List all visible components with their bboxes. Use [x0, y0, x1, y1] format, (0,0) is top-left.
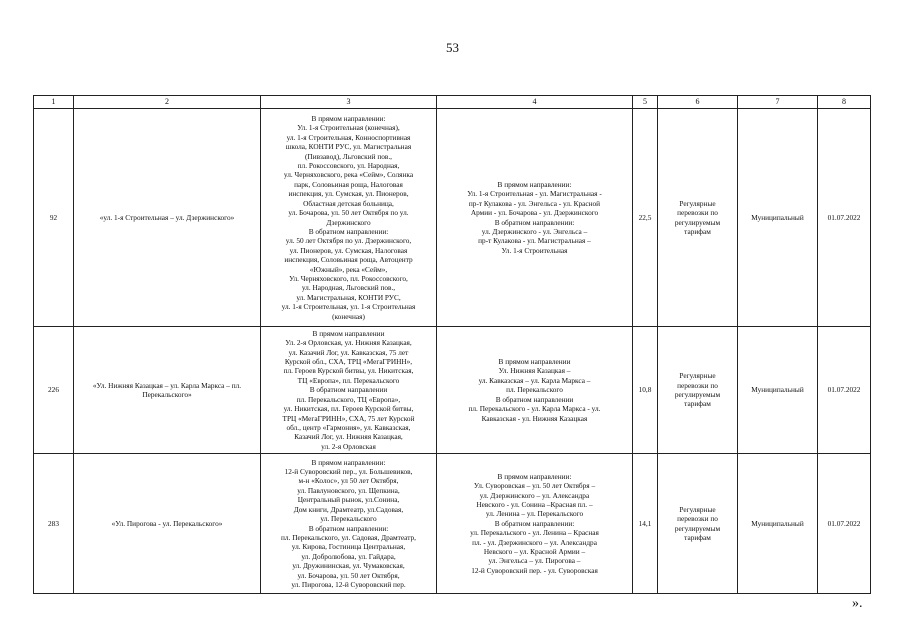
- cell-line: ул. Пионеров, ул. Сумская, Налоговая: [289, 245, 408, 255]
- cell-line: Регулярные: [679, 371, 716, 381]
- route-date: 01.07.2022: [818, 109, 871, 327]
- cell-line: ул. Кирова, Гостиница Центральная,: [291, 542, 406, 552]
- cell-line: ул. Перекальского - ул. Ленина – Красная: [470, 528, 599, 538]
- cell-line: ул. Перекальского: [320, 514, 377, 524]
- cell-line: Областная детская больница,: [303, 198, 394, 208]
- column-header: 2: [74, 96, 261, 109]
- cell-line: Регулярные: [679, 504, 716, 514]
- cell-line: ул. Энгельса – ул. Пирогова –: [488, 556, 581, 566]
- route-name: «Ул. Нижняя Казацкая – ул. Карла Маркса – пл. Перекальского»: [74, 327, 261, 454]
- cell-line: В обратном направлении:: [308, 523, 389, 533]
- route-number: 283: [34, 454, 74, 594]
- cell-line: (конечная): [332, 311, 365, 321]
- route-length: 22,5: [633, 109, 658, 327]
- cell-line: ул. 1-я Строительная, ул. 1-я Строительная: [281, 302, 416, 312]
- table-row: [34, 109, 871, 327]
- cell-line: ул. Павлуновского, ул. Щепкина,: [297, 485, 400, 495]
- cell-line: Ул. 1-я Строительная: [501, 245, 568, 255]
- cell-line: школа, КОНТИ РУС, ул. Магистральная: [285, 142, 412, 152]
- cell-line: пл. Перекальского: [506, 385, 563, 395]
- cell-line: регулируемым: [674, 523, 721, 533]
- cell-line: В обратном направлении: [495, 394, 574, 404]
- cell-line: Центральный рынок, ул.Сонина,: [297, 495, 400, 505]
- cell-line: «Южный», река «Сейм»,: [309, 264, 388, 274]
- cell-line: ул. Магистральная, КОНТИ РУС,: [296, 292, 401, 302]
- cell-line: Курской обл., СХА, ТРЦ «МегаГРИНН»,: [284, 357, 413, 367]
- header-row: [34, 96, 871, 109]
- column-header: 1: [34, 96, 74, 109]
- cell-line: перевозки по: [677, 380, 718, 390]
- route-date: 01.07.2022: [818, 327, 871, 454]
- cell-line: В обратном направлении:: [308, 226, 389, 236]
- route-number: 226: [34, 327, 74, 454]
- cell-line: ТЦ «Европа», пл. Перекальского: [297, 375, 400, 385]
- route-stops: [261, 327, 437, 454]
- route-path: [437, 109, 633, 327]
- route-name: «Ул. Пирогова - ул. Перекальского»: [74, 454, 261, 594]
- cell-line: В обратном направлении: [309, 385, 388, 395]
- cell-line: пл. Героев Курской битвы, ул. Никитская,: [283, 366, 414, 376]
- cell-line: Ул. 1-я Строительная - ул. Магистральная -: [467, 189, 602, 199]
- column-header: 3: [261, 96, 437, 109]
- cell-line: ул. Добролюбова, ул. Гайдара,: [301, 551, 396, 561]
- table-row: [34, 454, 871, 594]
- cell-line: Невского - ул. Сонина –Красная пл. –: [476, 499, 593, 509]
- cell-line: инспекция, Соловьиная роща, Автоцентр: [284, 255, 413, 265]
- route-path: [437, 454, 633, 594]
- cell-line: пр-т Кулакова - ул. Магистральная –: [478, 236, 591, 246]
- cell-line: ул. Бочарова, ул. 50 лет Октября по ул.: [288, 208, 409, 218]
- route-stops: [261, 109, 437, 327]
- cell-line: В прямом направлении:: [497, 471, 572, 481]
- cell-line: тарифам: [684, 532, 711, 542]
- cell-line: Невского – ул. Красной Армии –: [483, 547, 586, 557]
- route-transport-type: [658, 109, 738, 327]
- cell-line: Армии - ул. Бочарова - ул. Дзержинского: [470, 208, 599, 218]
- cell-line: Ул. Суворовская – ул. 50 лет Октября –: [473, 481, 596, 491]
- column-header: 4: [437, 96, 633, 109]
- cell-line: Ул. Нижняя Казацкая –: [498, 366, 571, 376]
- cell-line: пл. Перекальского, ул. Садовая, Драмтеатр,: [281, 532, 416, 542]
- cell-line: парк, Соловьиная роща, Налоговая: [294, 179, 403, 189]
- cell-line: ул. Никитская, пл. Героев Курской битвы,: [283, 404, 414, 414]
- cell-line: ул. 1-я Строительная, Конноспортивная: [286, 132, 411, 142]
- route-number: 92: [34, 109, 74, 327]
- cell-line: м-н «Колос», ул 50 лет Октября,: [298, 476, 399, 486]
- cell-line: Кавказская - ул. Нижняя Казацкая: [481, 413, 588, 423]
- column-header: 7: [738, 96, 818, 109]
- route-path: [437, 327, 633, 454]
- cell-line: ул. 50 лет Октября по ул. Дзержинского,: [285, 236, 412, 246]
- cell-line: Казачий Лог, ул. Нижняя Казацкая,: [294, 432, 403, 442]
- cell-line: перевозки по: [677, 514, 718, 524]
- cell-line: ул. 2-я Орловская: [321, 441, 376, 451]
- cell-line: 12-й Суворовский пер. - ул. Суворовская: [471, 565, 598, 575]
- route-kind: Муниципальный: [738, 327, 818, 454]
- closing-quote-mark: ».: [852, 596, 863, 611]
- route-kind: Муниципальный: [738, 454, 818, 594]
- column-header: 8: [818, 96, 871, 109]
- route-transport-type: [658, 454, 738, 594]
- table-row: [34, 327, 871, 454]
- route-kind: Муниципальный: [738, 109, 818, 327]
- cell-line: перевозки по: [677, 208, 718, 218]
- cell-line: 12-й Суворовский пер., ул. Большевиков,: [284, 467, 413, 477]
- route-length: 14,1: [633, 454, 658, 594]
- cell-line: В обратном направлении:: [494, 518, 575, 528]
- cell-line: регулируемым: [674, 390, 721, 399]
- cell-line: В прямом направлении: [312, 328, 385, 338]
- column-header: 5: [633, 96, 658, 109]
- cell-line: Дзержинского: [326, 217, 371, 227]
- cell-line: пл. Перекальского, ТЦ «Европа»,: [296, 394, 401, 404]
- cell-line: обл., центр «Гармония», ул. Кавказская,: [286, 422, 411, 432]
- route-length: 10,8: [633, 327, 658, 454]
- cell-line: пр-т Кулакова - ул. Энгельса - ул. Красной: [468, 198, 601, 208]
- column-header: 6: [658, 96, 738, 109]
- cell-line: пл. Перекальского - ул. Карла Маркса - ул.: [468, 404, 601, 414]
- page-number: 53: [446, 40, 459, 55]
- cell-line: (Пивзавод), Льговский пов.,: [305, 151, 392, 161]
- cell-line: ул. Народная, Льговский пов.,: [301, 283, 396, 293]
- cell-line: Регулярные: [679, 198, 716, 208]
- cell-line: В прямом направлении:: [311, 457, 386, 467]
- cell-line: пл. - ул. Дзержинского – ул. Александра: [472, 537, 597, 547]
- cell-line: ул. Кавказская – ул. Карла Маркса –: [478, 375, 591, 385]
- cell-line: тарифам: [684, 399, 711, 409]
- route-transport-type: [658, 327, 738, 454]
- cell-line: регулируемым: [674, 217, 721, 227]
- cell-line: ТРЦ «МегаГРИНН», СХА, 75 лет Курской: [282, 413, 415, 423]
- cell-line: пл. Рокоссовского, ул. Народная,: [297, 161, 400, 171]
- cell-line: ул. Дзержинского - ул. Энгельса –: [481, 226, 588, 236]
- cell-line: ул. Пирогова, 12-й Суворовский пер.: [291, 579, 406, 589]
- cell-line: В прямом направлении:: [311, 114, 386, 124]
- route-name: «ул. 1-я Строительная – ул. Дзержинского»: [74, 109, 261, 327]
- routes-table: [33, 95, 871, 594]
- cell-line: Ул. 2-я Орловская, ул. Нижняя Казацкая,: [285, 338, 412, 348]
- cell-line: Дом книги, Драмтеатр, ул.Садовая,: [293, 504, 404, 514]
- cell-line: Ул. 1-я Строительная (конечная),: [297, 123, 400, 133]
- cell-line: инспекция, ул. Сумская, ул. Пионеров,: [288, 189, 409, 199]
- cell-line: ул. Дзержинского – ул. Александра: [479, 490, 590, 500]
- cell-line: ул. Ленина – ул. Перекальского: [485, 509, 584, 519]
- cell-line: ул. Дружининская, ул. Чумаковская,: [292, 561, 405, 571]
- cell-line: ул. Бочарова, ул. 50 лет Октября,: [297, 570, 400, 580]
- route-date: 01.07.2022: [818, 454, 871, 594]
- cell-line: ул. Казачий Лог, ул. Кавказская, 75 лет: [288, 347, 409, 357]
- cell-line: В обратном направлении:: [494, 217, 575, 227]
- cell-line: тарифам: [684, 226, 711, 236]
- cell-line: ул. Черняховского, река «Сейм», Солянка: [283, 170, 414, 180]
- cell-line: В прямом направлении:: [497, 179, 572, 189]
- cell-line: Ул. Черняховского, пл. Рокоссовского,: [289, 273, 408, 283]
- cell-line: В прямом направлении: [498, 357, 571, 367]
- route-stops: [261, 454, 437, 594]
